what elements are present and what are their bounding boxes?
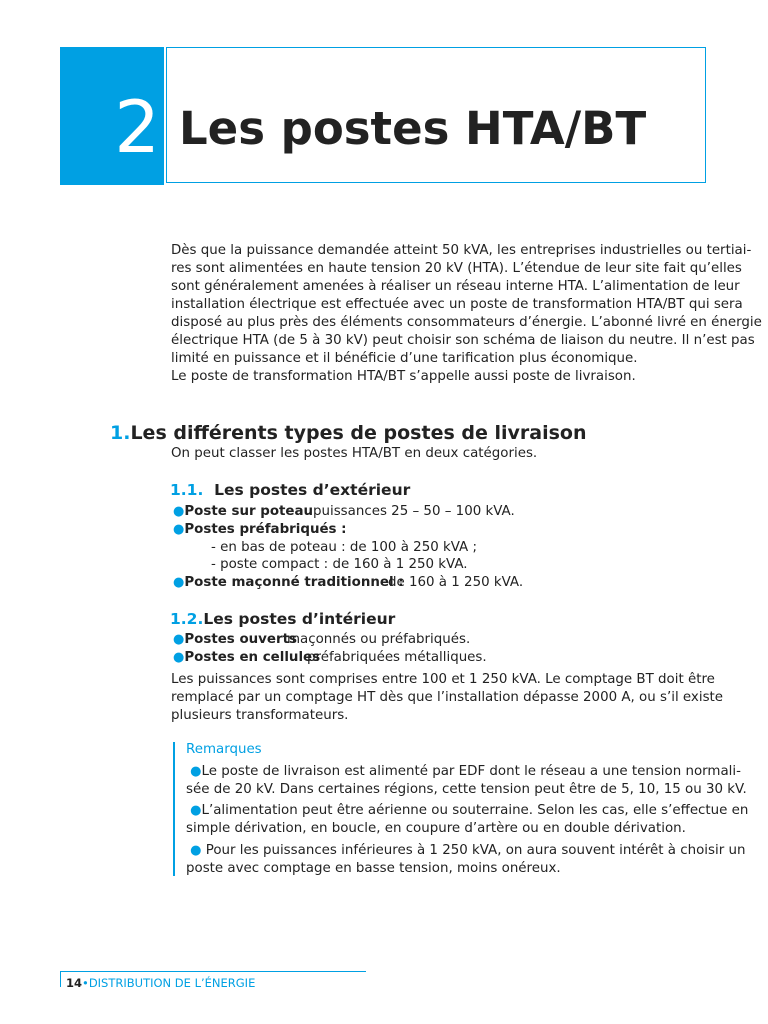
footer-tick [60,971,61,987]
remark-line: Le poste de livraison est alimenté par EDF dont le réseau a une tension normali- [201,764,741,779]
paragraph-line: plusieurs transformateurs. [171,708,349,723]
list-item [173,503,313,521]
page-number: 14 [66,976,83,990]
item-label: Postes ouverts [184,632,297,647]
bullet-dot-icon: ● [173,632,185,647]
bullet-dot-icon: ● [186,843,202,858]
intro-paragraph [171,242,768,386]
remark-line: sée de 20 kV. Dans certaines régions, cette tension peut être de 5, 10, 15 ou 30 kV. [186,782,747,797]
bullet-dot-icon: ● [173,522,185,537]
chapter-number-box [60,47,164,185]
intro-line: limité en puissance et il bénéficie d’une tarification plus économique. [171,351,638,366]
item-label: Poste maçonné traditionnel : [184,575,404,590]
intro-line: disposé au plus près des éléments consommateurs d’énergie. L’abonné livré en énergie [171,315,762,330]
bullet-dot-icon: ● [186,803,202,818]
chapter-title: Les postes HTA/BT [179,102,647,155]
subsection-1-1-heading [170,480,410,500]
section-1-number: 1. [110,422,131,444]
sub-item: - poste compact : de 160 à 1 250 kVA. [211,557,468,572]
chapter-number: 2 [114,85,160,169]
intro-line: sont généralement amenées à réaliser un réseau interne HTA. L’alimentation de leur [171,279,740,294]
section-1-heading [110,421,587,445]
list-item [173,631,297,649]
chapter-title-box [166,47,706,183]
remark-line: Pour les puissances inférieures à 1 250 kVA, on aura souvent intérêt à choisir un [201,843,746,858]
intro-line: installation électrique est effectuée avec un poste de transformation HTA/BT qui sera [171,297,743,312]
bullet-dot-icon: ● [173,504,185,519]
bullet-dot-icon: ● [186,764,202,779]
page-footer [66,975,255,991]
item-text: préfabriquées métalliques. [307,650,487,665]
list-item [173,521,347,539]
remarks-bar [173,742,175,876]
paragraph-line: remplacé par un comptage HT dès que l’installation dépasse 2000 A, ou s’il existe [171,690,724,705]
intro-line: Le poste de transformation HTA/BT s’appelle aussi poste de livraison. [171,369,636,384]
intro-line: Dès que la puissance demandée atteint 50 kVA, les entreprises industrielles ou tertiai- [171,243,752,258]
subsection-1-1-number: 1.1. [170,481,204,499]
item-text: maçonnés ou préfabriqués. [287,632,471,647]
item-label: Postes préfabriqués : [184,522,347,537]
intro-line: électrique HTA (de 5 à 30 kV) peut choisir son schéma de liaison du neutre. Il n’est pas [171,333,755,348]
bullet-dot-icon: ● [173,650,185,665]
section-1-intro: On peut classer les postes HTA/BT en deux catégories. [171,446,538,461]
remark-item [186,763,747,799]
sub-item: - en bas de poteau : de 100 à 250 kVA ; [211,540,477,555]
item-label: Poste sur poteau [184,504,314,519]
remark-item [186,802,748,838]
footer-title: DISTRIBUTION DE L’ÉNERGIE [88,976,256,990]
bullet-dot-icon: ● [173,575,185,590]
remark-line: L’alimentation peut être aérienne ou souterraine. Selon les cas, elle s’effectue en [201,803,749,818]
subsection-1-2-paragraph [171,671,768,725]
subsection-1-2-heading [170,609,395,629]
subsection-1-1-title: Les postes d’extérieur [214,481,411,499]
item-text: puissances 25 – 50 – 100 kVA. [313,504,515,519]
list-item [173,649,320,667]
list-item [173,574,404,592]
intro-line: res sont alimentées en haute tension 20 kV (HTA). L’étendue de leur site fait qu’elles [171,261,742,276]
footer-rule [60,971,366,972]
remark-line: poste avec comptage en basse tension, moins onéreux. [186,861,561,876]
item-label: Postes en cellules [184,650,321,665]
remark-item [186,842,745,878]
section-1-title: Les différents types de postes de livraison [130,422,587,444]
paragraph-line: Les puissances sont comprises entre 100 et 1 250 kVA. Le comptage BT doit être [171,672,715,687]
footer-separator: • [82,976,89,990]
item-text: de 160 à 1 250 kVA. [388,575,524,590]
subsection-1-2-title: Les postes d’intérieur [203,610,396,628]
subsection-1-2-number: 1.2. [170,610,204,628]
remarks-title: Remarques [186,742,262,757]
remark-line: simple dérivation, en boucle, en coupure d’artère ou en double dérivation. [186,821,686,836]
